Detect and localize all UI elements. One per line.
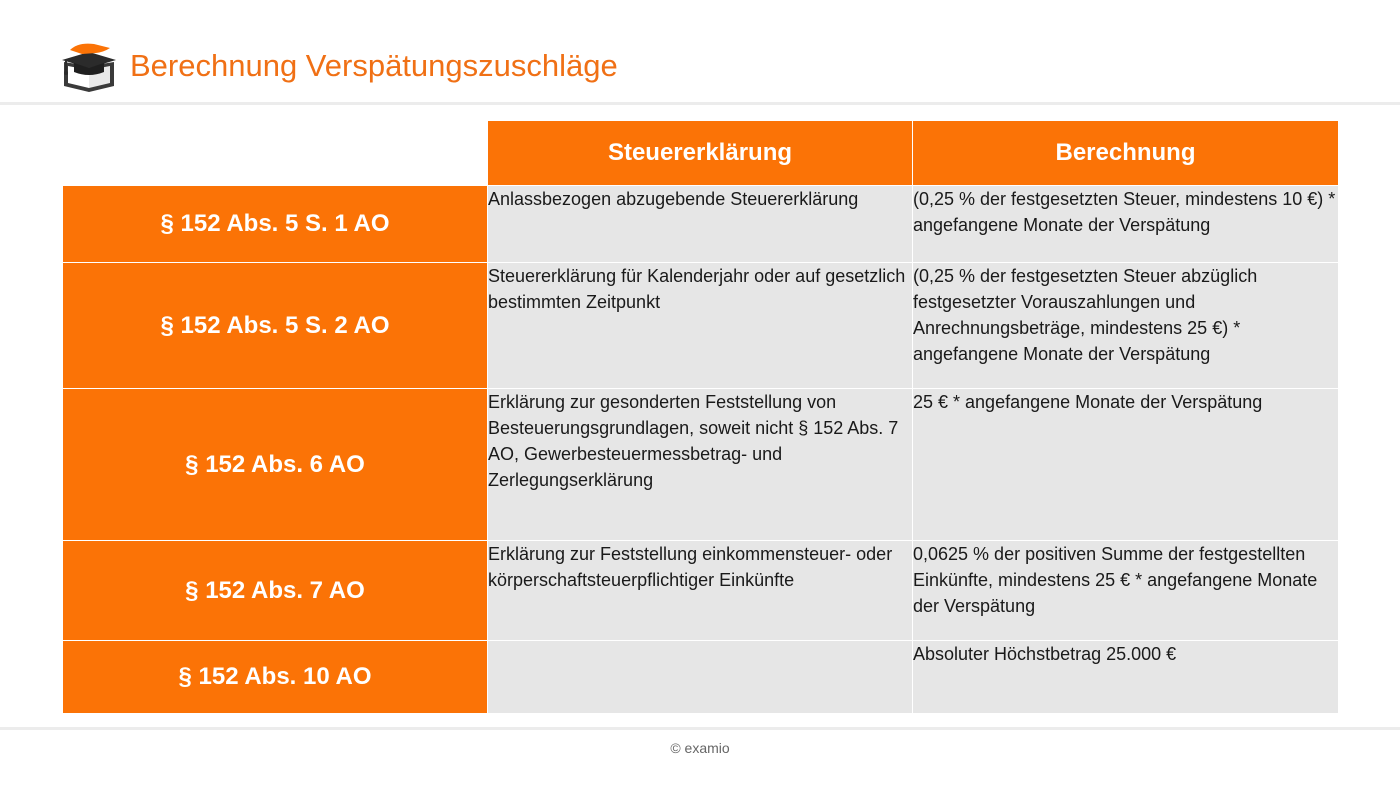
footer-divider [0, 727, 1400, 730]
slide-header [0, 0, 1400, 102]
row-berechnung-cell: (0,25 % der festgesetzten Steuer, mindestens 10 €) * angefangene Monate der Verspätung [913, 186, 1339, 263]
row-steuererklaerung-cell: Anlassbezogen abzugebende Steuererklärung [488, 186, 913, 263]
table-row [63, 541, 1339, 641]
table-header-row [63, 121, 1339, 186]
column-header-blank [63, 121, 488, 186]
graduation-cap-book-icon [60, 42, 118, 94]
row-paragraph-label: § 152 Abs. 5 S. 2 AO [63, 263, 488, 389]
table-row [63, 641, 1339, 714]
column-header-steuererklaerung: Steuererklärung [488, 121, 913, 186]
row-steuererklaerung-cell: Erklärung zur Feststellung einkommensteuer- oder körperschaftsteuerpflichtiger Einkünfte [488, 541, 913, 641]
row-paragraph-label: § 152 Abs. 7 AO [63, 541, 488, 641]
penalty-calculation-table [62, 120, 1339, 714]
header-divider [0, 102, 1400, 105]
page-title: Berechnung Verspätungszuschläge [130, 48, 618, 83]
row-paragraph-label: § 152 Abs. 6 AO [63, 389, 488, 541]
row-steuererklaerung-cell: Erklärung zur gesonderten Feststellung von Besteuerungsgrundlagen, soweit nicht § 152 Abs. 7 AO, Gewerbesteuermessbetrag- und Zerlegungserklärung [488, 389, 913, 541]
table-row [63, 263, 1339, 389]
row-paragraph-label: § 152 Abs. 10 AO [63, 641, 488, 714]
row-berechnung-cell: 0,0625 % der positiven Summe der festgestellten Einkünfte, mindestens 25 € * angefangene Monate der Verspätung [913, 541, 1339, 641]
table-row [63, 389, 1339, 541]
row-paragraph-label: § 152 Abs. 5 S. 1 AO [63, 186, 488, 263]
row-berechnung-cell: 25 € * angefangene Monate der Verspätung [913, 389, 1339, 541]
row-berechnung-cell: Absoluter Höchstbetrag 25.000 € [913, 641, 1339, 714]
row-steuererklaerung-cell [488, 641, 913, 714]
row-berechnung-cell: (0,25 % der festgesetzten Steuer abzüglich festgesetzter Vorauszahlungen und Anrechnungsbeträge, mindestens 25 €) * angefangene Monate der Verspätung [913, 263, 1339, 389]
column-header-berechnung: Berechnung [913, 121, 1339, 186]
footer-copyright: © examio [670, 740, 730, 756]
table-row [63, 186, 1339, 263]
row-steuererklaerung-cell: Steuererklärung für Kalenderjahr oder auf gesetzlich bestimmten Zeitpunkt [488, 263, 913, 389]
